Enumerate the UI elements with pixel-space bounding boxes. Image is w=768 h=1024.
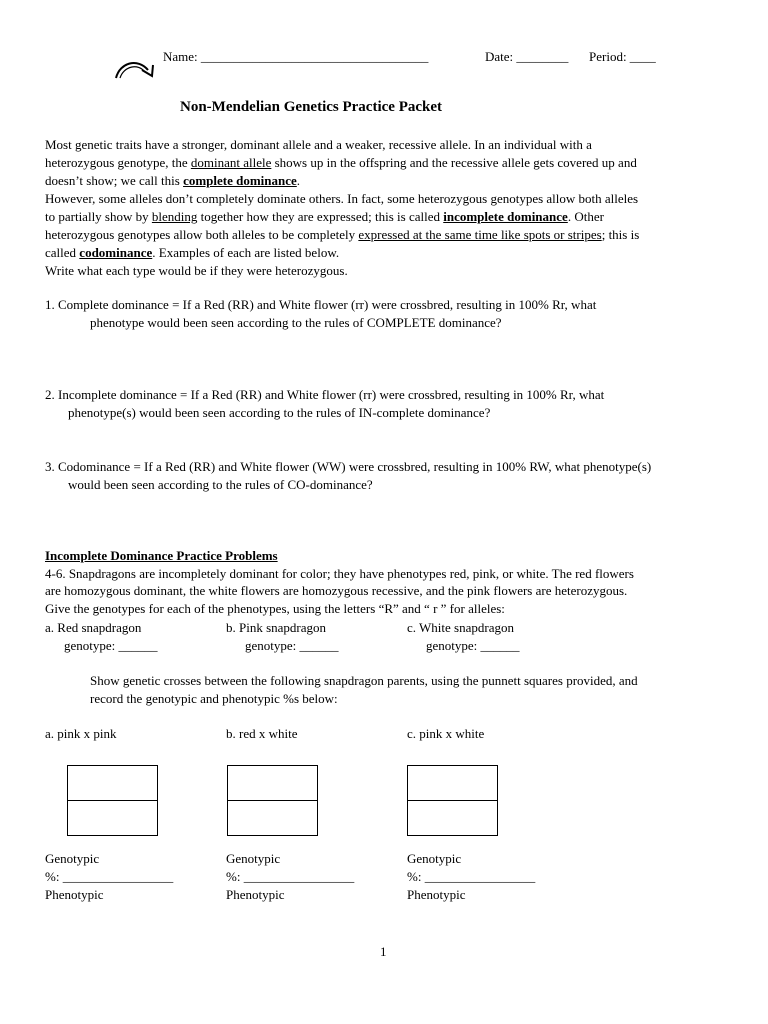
crosses-instruction-cont: record the genotypic and phenotypic %s below: xyxy=(90,691,338,706)
intro-line: However, some alleles don’t completely dominate others. In fact, some heterozygous genotypes allow both alleles xyxy=(45,191,639,206)
practice-line: are homozygous dominant, the white flowers are homozygous recessive, and the pink flowers are heterozygous. xyxy=(45,583,628,598)
term-dominant-allele: dominant allele xyxy=(190,155,272,170)
term-blending: blending xyxy=(151,209,198,224)
intro-line: Most genetic traits have a stronger, dominant allele and a weaker, recessive allele. In an individual with a xyxy=(45,137,592,152)
curved-arrow-icon xyxy=(112,56,164,82)
phenotype-label-b: b. Pink snapdragon xyxy=(226,620,327,635)
punnett-square-a xyxy=(67,765,158,836)
intro-line: called codominance. Examples of each are listed below. xyxy=(45,245,340,260)
intro-line: heterozygous genotype, the dominant allele shows up in the offspring and the recessive allele gets covered up and xyxy=(45,155,637,170)
genotype-blank-a: genotype: ______ xyxy=(64,638,158,653)
date-field: Date: ________ xyxy=(485,49,569,64)
phenotype-label-c: c. White snapdragon xyxy=(407,620,514,635)
genotypic-label-a: Genotypic xyxy=(45,851,100,866)
term-expressed: expressed at the same time like spots or stripes xyxy=(358,227,602,242)
genotype-blank-b: genotype: ______ xyxy=(245,638,339,653)
percent-blank-a: %: _________________ xyxy=(45,869,174,884)
cross-label-a: a. pink x pink xyxy=(45,726,117,741)
phenotypic-label-c: Phenotypic xyxy=(407,887,466,902)
intro-line: Write what each type would be if they were heterozygous. xyxy=(45,263,348,278)
cross-label-b: b. red x white xyxy=(226,726,298,741)
term-incomplete-dominance: incomplete dominance xyxy=(443,209,568,224)
question-1: 1. Complete dominance = If a Red (RR) and White flower (rr) were crossbred, resulting in 100% Rr, what xyxy=(45,297,597,312)
percent-blank-b: %: _________________ xyxy=(226,869,355,884)
name-field: Name: ___________________________________ xyxy=(163,49,429,64)
intro-line: doesn’t show; we call this complete dominance. xyxy=(45,173,301,188)
genotypic-label-b: Genotypic xyxy=(226,851,281,866)
phenotypic-label-a: Phenotypic xyxy=(45,887,104,902)
term-complete-dominance: complete dominance xyxy=(183,173,297,188)
crosses-instruction: Show genetic crosses between the following snapdragon parents, using the punnett squares provided, and xyxy=(90,673,638,688)
punnett-square-c xyxy=(407,765,498,836)
phenotypic-label-b: Phenotypic xyxy=(226,887,285,902)
question-2: 2. Incomplete dominance = If a Red (RR) and White flower (rr) were crossbred, resulting in 100% Rr, what xyxy=(45,387,605,402)
section-heading: Incomplete Dominance Practice Problems xyxy=(45,548,278,563)
genotype-blank-c: genotype: ______ xyxy=(426,638,520,653)
period-field: Period: ____ xyxy=(589,49,656,64)
question-3: 3. Codominance = If a Red (RR) and White flower (WW) were crossbred, resulting in 100% RW, what phenotype(s) xyxy=(45,459,652,474)
intro-paragraph xyxy=(45,136,745,280)
question-2-cont: phenotype(s) would been seen according to the rules of IN-complete dominance? xyxy=(68,405,491,420)
punnett-square-b xyxy=(227,765,318,836)
page-title: Non-Mendelian Genetics Practice Packet xyxy=(180,99,443,115)
intro-line: to partially show by blending together how they are expressed; this is called incomplete dominance. Other xyxy=(45,209,604,224)
phenotype-label-a: a. Red snapdragon xyxy=(45,620,142,635)
practice-line: Give the genotypes for each of the phenotypes, using the letters “R” and “ r ” for alleles: xyxy=(45,601,505,616)
question-3-cont: would been seen according to the rules of CO-dominance? xyxy=(68,477,373,492)
genotypic-label-c: Genotypic xyxy=(407,851,462,866)
percent-blank-c: %: _________________ xyxy=(407,869,536,884)
cross-label-c: c. pink x white xyxy=(407,726,485,741)
term-codominance: codominance xyxy=(79,245,153,260)
question-1-cont: phenotype would been seen according to the rules of COMPLETE dominance? xyxy=(90,315,502,330)
page-number: 1 xyxy=(380,944,387,959)
intro-line: heterozygous genotypes allow both alleles to be completely expressed at the same time like spots or stripes; this is xyxy=(45,227,640,242)
practice-line: 4-6. Snapdragons are incompletely dominant for color; they have phenotypes red, pink, or white. The red flowers xyxy=(45,566,634,581)
